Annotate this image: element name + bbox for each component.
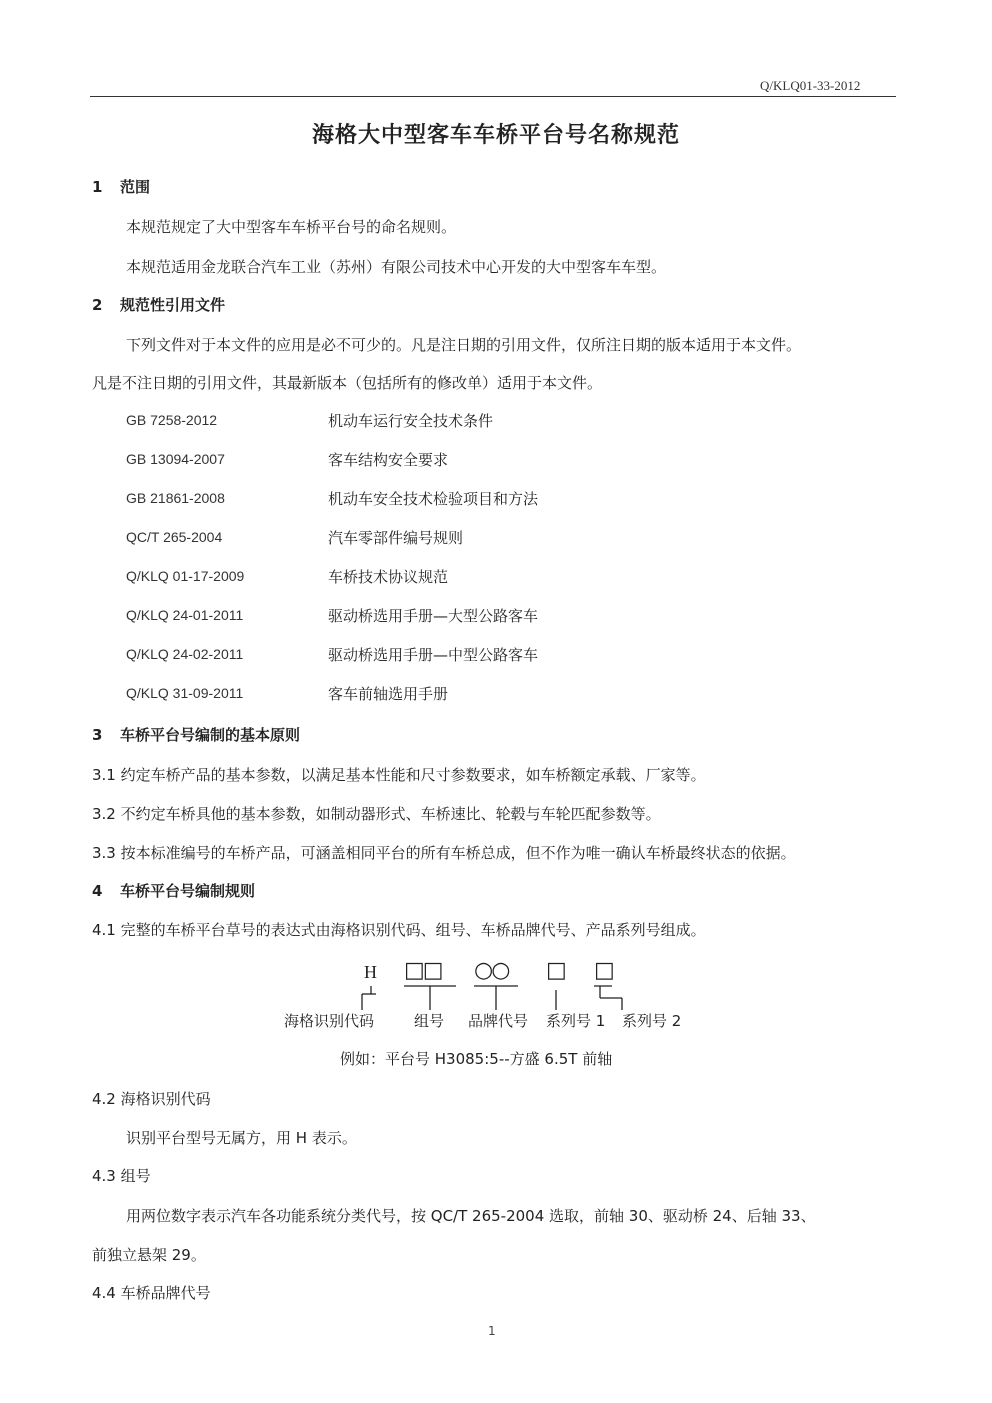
label-series-1: 系列号 1 bbox=[546, 1012, 606, 1030]
section-title: 车桥平台号编制的基本原则 bbox=[120, 726, 301, 744]
reference-name: 客车结构安全要求 bbox=[328, 451, 449, 469]
reference-name: 汽车零部件编号规则 bbox=[328, 529, 464, 547]
clause-3-3: 3.3 按本标准编号的车桥产品，可涵盖相同平台的所有车桥总成，但不作为唯一确认车桥最终状态的依据。 bbox=[92, 844, 796, 862]
reference-code: Q/KLQ 24-01-2011 bbox=[126, 607, 244, 623]
reference-name: 机动车安全技术检验项目和方法 bbox=[328, 490, 539, 508]
label-haige-code: 海格识别代码 bbox=[284, 1012, 375, 1030]
document-code: Q/KLQ01-33-2012 bbox=[760, 78, 861, 93]
document-title: 海格大中型客车车桥平台号名称规范 bbox=[311, 123, 680, 148]
clause-3-2: 3.2 不约定车桥具他的基本参数，如制动器形式、车桥速比、轮毂与车轮匹配参数等。 bbox=[92, 805, 661, 823]
reference-code: GB 21861-2008 bbox=[126, 490, 225, 506]
reference-name: 车桥技术协议规范 bbox=[328, 568, 449, 586]
symbol-group-boxes: □□ bbox=[404, 958, 442, 983]
section-number: 1 bbox=[92, 178, 103, 196]
clause-4-1: 4.1 完整的车桥平台草号的表达式由海格识别代码、组号、车桥品牌代号、产品系列号组成。 bbox=[92, 921, 706, 939]
symbol-h: H bbox=[364, 962, 377, 982]
clause-4-3-heading: 4.3 组号 bbox=[92, 1167, 151, 1185]
section-title: 车桥平台号编制规则 bbox=[120, 882, 256, 900]
symbol-series-1-box: □ bbox=[546, 958, 567, 983]
section-number: 4 bbox=[92, 882, 103, 900]
section-title: 范围 bbox=[120, 178, 151, 196]
reference-code: GB 13094-2007 bbox=[126, 451, 225, 467]
label-series-2: 系列号 2 bbox=[622, 1012, 682, 1030]
clause-3-1: 3.1 约定车桥产品的基本参数，以满足基本性能和尺寸参数要求，如车桥额定承载、厂家等。 bbox=[92, 766, 706, 784]
section-1-paragraph-2: 本规范适用金龙联合汽车工业（苏州）有限公司技术中心开发的大中型客车车型。 bbox=[126, 258, 667, 276]
reference-code: GB 7258-2012 bbox=[126, 412, 218, 428]
reference-name: 驱动桥选用手册—大型公路客车 bbox=[328, 607, 539, 625]
reference-name: 客车前轴选用手册 bbox=[328, 685, 449, 703]
reference-name: 机动车运行安全技术条件 bbox=[328, 412, 494, 430]
clause-4-3-text-line-1: 用两位数字表示汽车各功能系统分类代号，按 QC/T 265-2004 选取，前轴 30、驱动桥 24、后轴 33、 bbox=[126, 1207, 816, 1225]
reference-code: QC/T 265-2004 bbox=[126, 529, 223, 545]
section-2-paragraph-line-2: 凡是不注日期的引用文件，其最新版本（包括所有的修改单）适用于本文件。 bbox=[92, 374, 603, 392]
reference-code: Q/KLQ 31-09-2011 bbox=[126, 685, 244, 701]
section-number: 3 bbox=[92, 726, 103, 744]
label-group: 组号 bbox=[414, 1012, 445, 1030]
section-1-paragraph-1: 本规范规定了大中型客车车桥平台号的命名规则。 bbox=[126, 218, 457, 236]
diagram-example: 例如：平台号 H3085:5--方盛 6.5T 前轴 bbox=[340, 1050, 613, 1068]
clause-4-4-heading: 4.4 车桥品牌代号 bbox=[92, 1284, 211, 1302]
reference-name: 驱动桥选用手册—中型公路客车 bbox=[328, 646, 539, 664]
symbol-brand-circles: ○○ bbox=[474, 958, 509, 983]
clause-4-2-heading: 4.2 海格识别代码 bbox=[92, 1090, 211, 1108]
symbol-series-2-box: □ bbox=[594, 958, 615, 983]
page-number: 1 bbox=[488, 1324, 496, 1338]
section-title: 规范性引用文件 bbox=[120, 296, 226, 314]
reference-code: Q/KLQ 24-02-2011 bbox=[126, 646, 244, 662]
section-number: 2 bbox=[92, 296, 103, 314]
clause-4-2-text: 识别平台型号无属方，用 H 表示。 bbox=[126, 1129, 357, 1147]
label-brand-code: 品牌代号 bbox=[468, 1012, 529, 1030]
reference-code: Q/KLQ 01-17-2009 bbox=[126, 568, 245, 584]
clause-4-3-text-line-2: 前独立悬架 29。 bbox=[92, 1246, 206, 1264]
section-2-paragraph-line-1: 下列文件对于本文件的应用是必不可少的。凡是注日期的引用文件，仅所注日期的版本适用于本文件。 bbox=[126, 336, 802, 354]
